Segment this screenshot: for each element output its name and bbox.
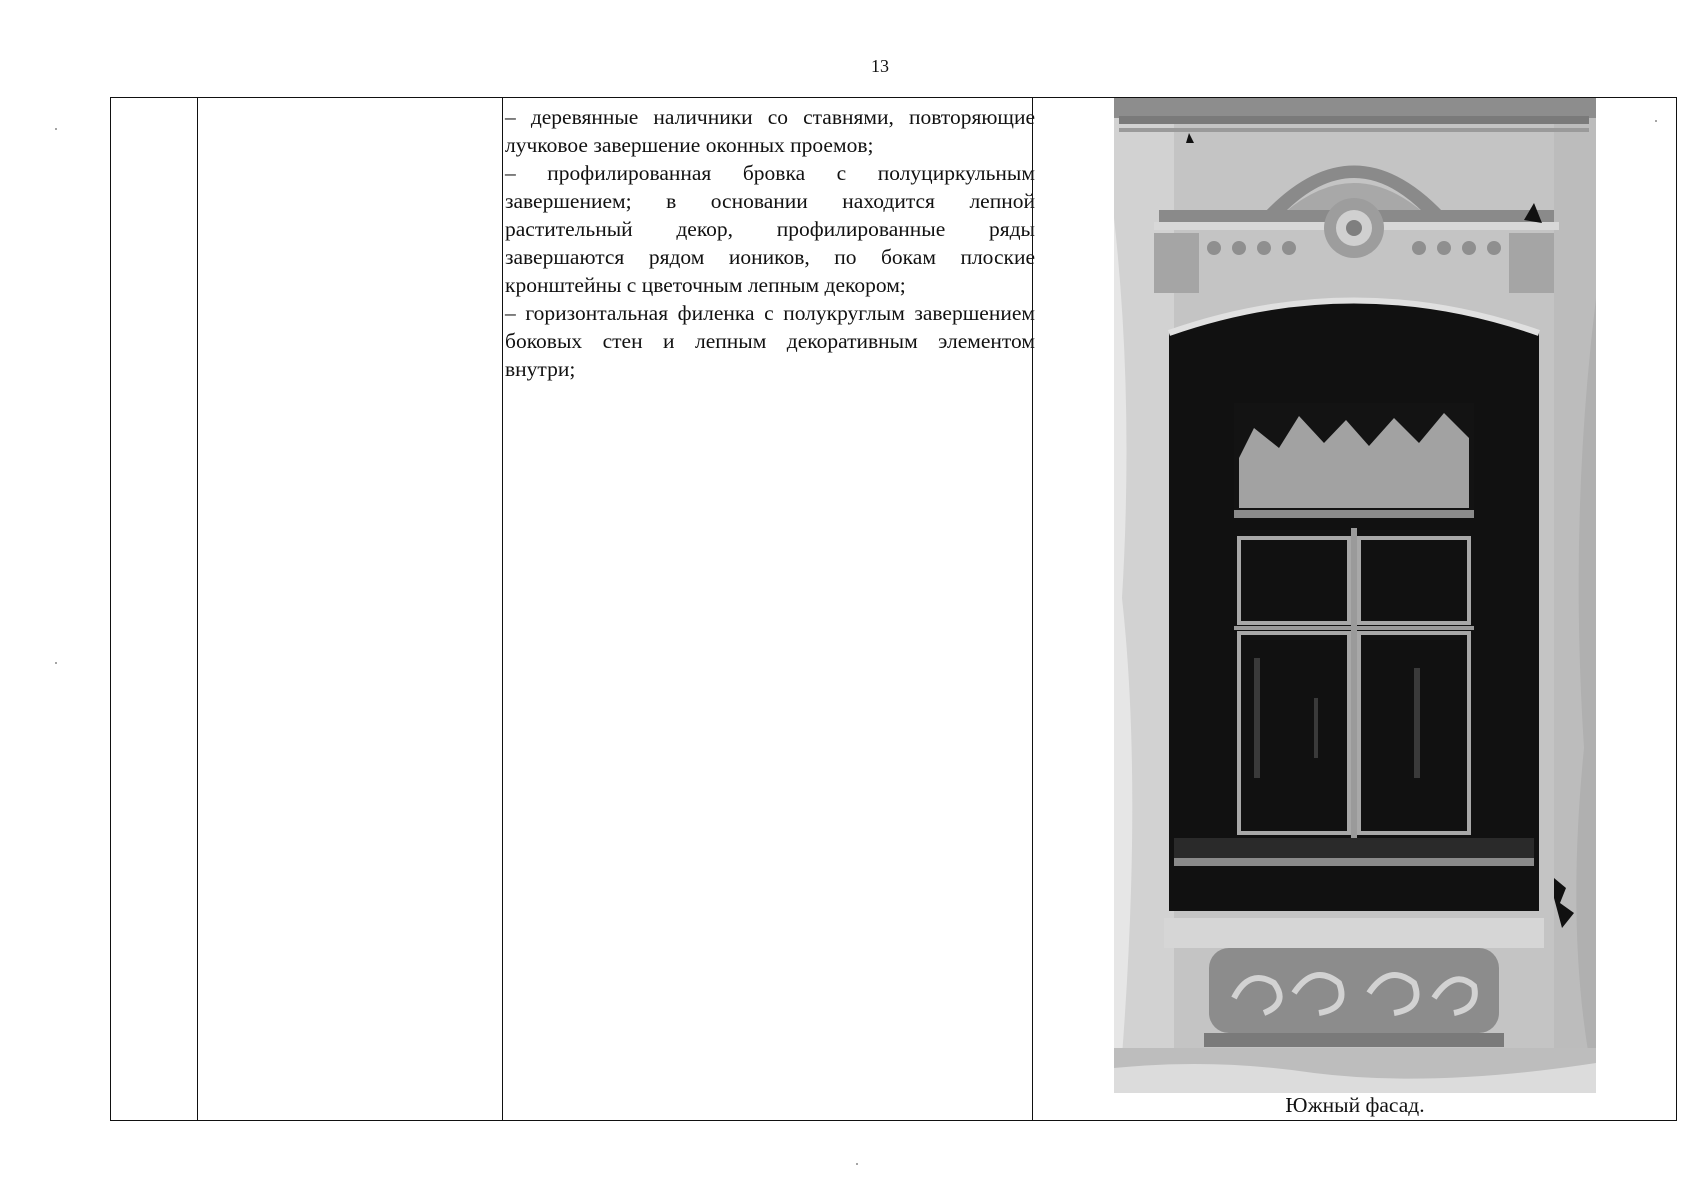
scan-speck (856, 1163, 858, 1165)
description-item: – деревянные наличники со ставнями, повторяющие лучковое завершение оконных проемов; (505, 105, 1035, 157)
description-cell (505, 103, 1035, 383)
photo-caption: Южный фасад. (1285, 1093, 1425, 1117)
window-facade-photo (1114, 98, 1596, 1093)
scan-speck (1655, 120, 1657, 122)
description-item: – профилированная бровка с полуциркульным завершением; в основании находится лепной растительный декор, профилированные ряды завершаются рядом иоников, по бокам плоские кронштейны с цветочным лепным декором; (505, 161, 1035, 297)
description-item: – горизонтальная филенка с полукруглым завершением боковых стен и лепным декоративным элементом внутри; (505, 301, 1035, 381)
photo-cell (1034, 98, 1676, 1120)
document-table (110, 97, 1677, 1121)
scan-speck (55, 662, 57, 664)
table-column-divider (197, 98, 198, 1120)
scan-speck (55, 128, 57, 130)
table-column-divider (502, 98, 503, 1120)
page-number: 13 (871, 56, 889, 76)
